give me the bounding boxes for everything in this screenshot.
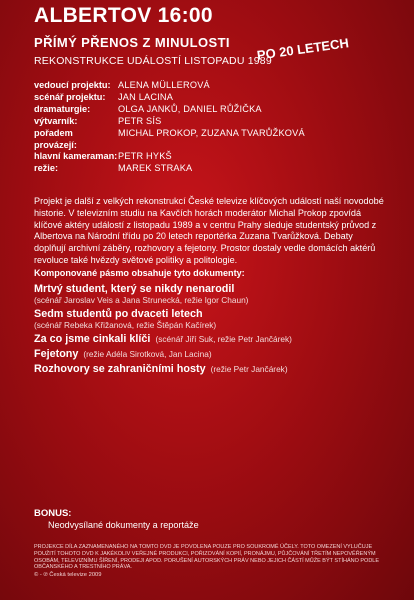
- anniversary-stamp: PO 20 LETECH: [256, 35, 350, 63]
- description-paragraph: Projekt je další z velkých rekonstrukcí České televize klíčových událostí naší novodobé historie. V televizním studiu na Kavčích horách moderátor Michal Prokop zpovídá klíčové aktéry událostí z listopadu 1989 a v centru Prahy sleduje studentský průvod z Albertova na Národní třídu po 20 letech reportérka Zuzana Tvarůžková. Debaty doplňují archivní záběry, rozhovory a fejetony. Prostor dostaly vedle domácích aktérů revoluce také hvězdy světové politiky a politologie.: [34, 196, 384, 265]
- document-credit: (scénář Jaroslav Veis a Jana Strunecká, režie Igor Chaun): [34, 295, 249, 305]
- credit-role: výtvarník:: [34, 115, 78, 126]
- document-item: [34, 283, 394, 305]
- credit-value: PETR SÍS: [118, 115, 162, 126]
- document-credit: (režie Petr Jančárek): [210, 364, 288, 374]
- credits-list: [34, 80, 305, 175]
- credit-role: dramaturgie:: [34, 103, 91, 114]
- credit-value: MAREK STRAKA: [118, 163, 193, 174]
- compilation-heading: Komponované pásmo obsahuje tyto dokumenty:: [34, 268, 245, 278]
- document-item: [34, 333, 394, 345]
- credit-value: PETR HYKŠ: [118, 151, 172, 162]
- credit-role: vedoucí projektu:: [34, 80, 111, 90]
- credit-role: scénář projektu:: [34, 91, 106, 102]
- documents-list: [34, 283, 394, 378]
- credit-row: [34, 92, 305, 104]
- credit-role: pořadem provázejí:: [34, 127, 77, 150]
- credit-row: [34, 128, 305, 152]
- document-item: [34, 308, 394, 330]
- document-item: [34, 363, 394, 375]
- document-title: Mrtvý student, který se nikdy nenarodil: [34, 283, 235, 295]
- credit-value: ALENA MÜLLEROVÁ: [118, 80, 210, 90]
- credit-role: hlavní kameraman:: [34, 151, 118, 162]
- document-item: [34, 348, 394, 360]
- bonus-text: Neodvysílané dokumenty a reportáže: [48, 520, 199, 530]
- credit-row: [34, 104, 305, 116]
- bonus-heading: BONUS:: [34, 508, 72, 519]
- credit-row: [34, 163, 305, 175]
- document-credit: (scénář Jiří Suk, režie Petr Jančárek): [155, 334, 292, 344]
- credit-row: [34, 151, 305, 163]
- credit-value: OLGA JANKŮ, DANIEL RŮŽIČKA: [118, 103, 262, 114]
- page-title: ALBERTOV 16:00: [34, 4, 213, 27]
- document-title: Sedm studentů po dvaceti letech: [34, 308, 203, 320]
- credit-row: [34, 80, 305, 92]
- credit-value: MICHAL PROKOP, ZUZANA TVARŮŽKOVÁ: [118, 127, 305, 138]
- document-title: Rozhovory se zahraničními hosty: [34, 363, 206, 375]
- page-subtitle: PŘÍMÝ PŘENOS Z MINULOSTI: [34, 35, 230, 50]
- document-title: Fejetony: [34, 348, 79, 360]
- page-subsubtitle: REKONSTRUKCE UDÁLOSTÍ LISTOPADU 1989: [34, 55, 272, 67]
- document-title: Za co jsme cinkali klíči: [34, 333, 151, 345]
- legal-notice: PROJEKCE DÍLA ZAZNAMENANÉHO NA TOMTO DVD JE POVOLENA POUZE PRO SOUKROMÉ ÚČELY. TOTO OMEZENÍ VYLUČUJE POUŽITÍ TOHOTO DVD K JAKÉKOLIV VEŘEJNÉ PRODUKCI, POŘIZOVÁNÍ KOPIÍ, PRONÁJMU, PŮJČOVÁNÍ TŘETÍM NEPOVĚŘENÝM OSOBÁM, TELEVIZNÍMU ŠÍŘENÍ, PRODEJI APOD. PORUŠENÍ AUTORSKÝCH PRÁV NEBO JEJICH ČÁSTÍ MŮŽE BÝT STÍHÁNO PODLE OBČANSKÉHO A TRESTNÍHO PRÁVA.: [34, 544, 380, 571]
- credit-value: JAN LACINA: [118, 91, 174, 102]
- document-credit: (režie Adéla Sirotková, Jan Lacina): [83, 349, 212, 359]
- credit-row: [34, 116, 305, 128]
- document-credit: (scénář Rebeka Křižanová, režie Štěpán Kačírek): [34, 320, 217, 330]
- credit-role: režie:: [34, 163, 59, 174]
- copyright-notice: © - ℗ Česká televize 2009: [34, 572, 102, 578]
